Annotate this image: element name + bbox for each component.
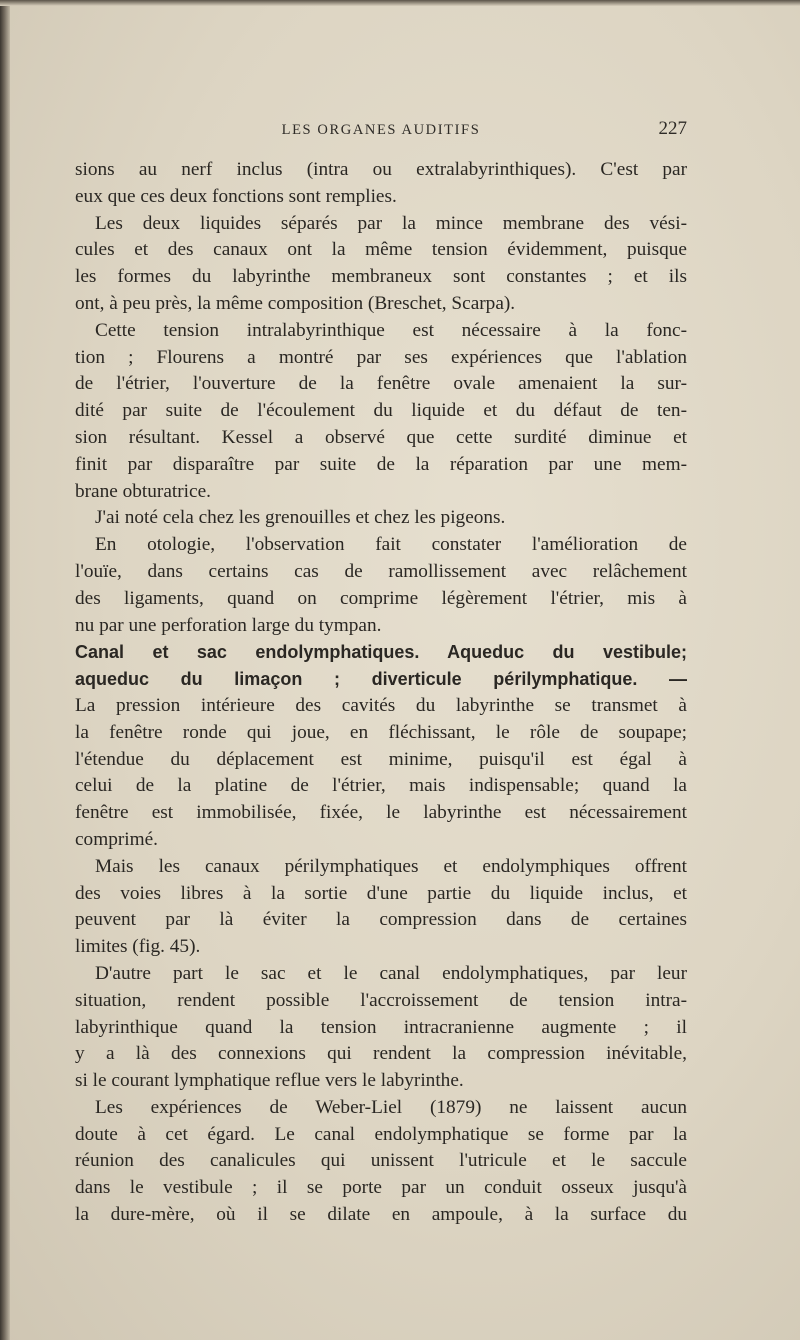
- text-line: celui de la platine de l'étrier, mais indispensable; quand la: [75, 775, 687, 797]
- text-line: si le courant lymphatique reflue vers le labyrinthe.: [75, 1070, 464, 1092]
- text-line: En otologie, l'observation fait constater l'amélioration de: [95, 534, 687, 556]
- page-number: 227: [658, 118, 687, 139]
- text-line: l'ouïe, dans certains cas de ramollissement avec relâchement: [75, 560, 687, 582]
- text-line: D'autre part le sac et le canal endolymphatiques, par leur: [95, 962, 687, 984]
- paragraph: [75, 157, 687, 211]
- section-heading-line: aqueduc du limaçon ; diverticule périlymphatique. —: [75, 669, 687, 690]
- text-line: de l'étrier, l'ouverture de la fenêtre ovale amenaient la sur-: [75, 373, 687, 395]
- text-line: limites (fig. 45).: [75, 936, 201, 958]
- text-line: situation, rendent possible l'accroissement de tension intra-: [75, 989, 687, 1011]
- text-line: la fenêtre ronde qui joue, en fléchissant, le rôle de soupape;: [75, 721, 687, 743]
- text-line: y a là des connexions qui rendent la compression inévitable,: [75, 1043, 687, 1065]
- text-line: Cette tension intralabyrinthique est nécessaire à la fonc-: [95, 319, 687, 341]
- text-line: sion résultant. Kessel a observé que cette surdité diminue et: [75, 426, 687, 448]
- paragraph: [75, 211, 687, 318]
- running-title: LES ORGANES AUDITIFS: [281, 122, 481, 138]
- body-text: [75, 157, 687, 1229]
- paragraph: [75, 532, 687, 639]
- text-line: des ligaments, quand on comprime légèrement l'étrier, mis à: [75, 587, 687, 609]
- text-line: La pression intérieure des cavités du labyrinthe se transmet à: [75, 694, 687, 716]
- text-line: réunion des canalicules qui unissent l'utricule et le saccule: [75, 1150, 687, 1172]
- text-line: dité par suite de l'écoulement du liquide et du défaut de ten-: [75, 400, 687, 422]
- paragraph: [75, 318, 687, 506]
- text-line: des voies libres à la sortie d'une partie du liquide inclus, et: [75, 882, 687, 904]
- text-line: Les deux liquides séparés par la mince membrane des vési-: [95, 212, 687, 234]
- text-line: cules et des canaux ont la même tension évidemment, puisque: [75, 239, 687, 261]
- paragraph: [75, 854, 687, 961]
- text-line: comprimé.: [75, 828, 158, 850]
- text-line: peuvent par là éviter la compression dans de certaines: [75, 909, 687, 931]
- page-top-edge: [0, 0, 800, 6]
- text-line: dans le vestibule ; il se porte par un conduit osseux jusqu'à: [75, 1177, 687, 1199]
- text-line: Les expériences de Weber-Liel (1879) ne laissent aucun: [95, 1096, 687, 1118]
- text-line: brane obturatrice.: [75, 480, 211, 502]
- text-line: nu par une perforation large du tympan.: [75, 614, 382, 636]
- paragraph: [75, 639, 687, 853]
- text-line: Mais les canaux périlymphatiques et endolymphiques offrent: [95, 855, 687, 877]
- text-line: J'ai noté cela chez les grenouilles et chez les pigeons.: [95, 507, 506, 529]
- text-line: fenêtre est immobilisée, fixée, le labyrinthe est nécessairement: [75, 802, 687, 824]
- paragraph: [75, 1095, 687, 1229]
- paragraph: [75, 961, 687, 1095]
- text-line: ont, à peu près, la même composition (Breschet, Scarpa).: [75, 292, 516, 314]
- text-line: labyrinthique quand la tension intracranienne augmente ; il: [75, 1016, 687, 1038]
- text-line: eux que ces deux fonctions sont remplies.: [75, 185, 397, 207]
- text-line: la dure-mère, où il se dilate en ampoule, à la surface du: [75, 1204, 687, 1226]
- text-line: tion ; Flourens a montré par ses expériences que l'ablation: [75, 346, 687, 368]
- page-header: [75, 118, 687, 144]
- text-line: l'étendue du déplacement est minime, puisqu'il est égal à: [75, 748, 687, 770]
- section-heading-line: Canal et sac endolymphatiques. Aqueduc du vestibule;: [75, 642, 687, 663]
- paragraph: [75, 505, 687, 532]
- book-spine-shadow: [0, 0, 10, 1340]
- text-line: sions au nerf inclus (intra ou extralabyrinthiques). C'est par: [75, 159, 687, 180]
- text-line: les formes du labyrinthe membraneux sont constantes ; et ils: [75, 266, 687, 288]
- text-line: doute à cet égard. Le canal endolymphatique se forme par la: [75, 1123, 687, 1145]
- text-line: finit par disparaître par suite de la réparation par une mem-: [75, 453, 687, 475]
